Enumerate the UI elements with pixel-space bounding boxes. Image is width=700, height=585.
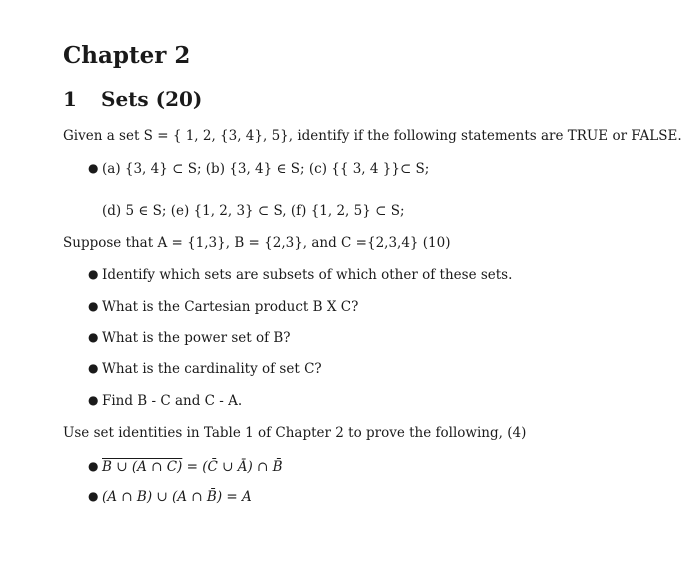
question-1-line-1: (a) {3, 4} ⊂ S; (b) {3, 4} ∈ S; (c) {{ 3, 4 }}⊂ S; <box>102 161 430 177</box>
bullet-icon: ● <box>88 161 99 175</box>
question-2-item-text: What is the cardinality of set C? <box>102 361 322 377</box>
question-3-item <box>88 489 252 505</box>
question-2-item-text: Identify which sets are subsets of which other of these sets. <box>102 267 513 283</box>
bullet-icon: ● <box>88 299 99 313</box>
bullet-icon: ● <box>88 267 99 281</box>
section-number: 1 <box>63 87 77 111</box>
question-2-item <box>88 267 512 283</box>
section-title: Sets (20) <box>101 87 203 111</box>
identity-2: (A ∩ B) ∪ (A ∩ B̄) = A <box>102 489 252 505</box>
question-2-item <box>88 361 322 377</box>
question-3-item <box>88 459 283 475</box>
question-2-item <box>88 330 291 346</box>
question-3-intro: Use set identities in Table 1 of Chapter 2 to prove the following, (4) <box>63 425 527 441</box>
question-2-item <box>88 299 358 315</box>
chapter-title: Chapter 2 <box>63 42 191 69</box>
question-2-intro: Suppose that A = {1,3}, B = {2,3}, and C ={2,3,4} (10) <box>63 235 451 251</box>
section-heading <box>63 87 202 111</box>
question-1-bullet <box>88 161 429 177</box>
bullet-icon: ● <box>88 330 99 344</box>
bullet-icon: ● <box>88 361 99 375</box>
identity-1-rhs: = (C̄ ∪ Ā) ∩ B̄ <box>182 459 283 475</box>
question-2-item <box>88 393 242 409</box>
question-2-item-text: Find B - C and C - A. <box>102 393 243 409</box>
question-1-line-2: (d) 5 ∈ S; (e) {1, 2, 3} ⊂ S, (f) {1, 2, 5} ⊂ S; <box>102 203 405 219</box>
identity-1-lhs: B ∪ (A ∩ C) <box>102 459 183 475</box>
question-2-item-text: What is the Cartesian product B X C? <box>102 299 359 315</box>
bullet-icon: ● <box>88 489 99 503</box>
bullet-icon: ● <box>88 393 99 407</box>
question-2-item-text: What is the power set of B? <box>102 330 291 346</box>
bullet-icon: ● <box>88 459 99 473</box>
question-1-intro: Given a set S = { 1, 2, {3, 4}, 5}, identify if the following statements are TRUE or FALSE. <box>63 128 682 144</box>
